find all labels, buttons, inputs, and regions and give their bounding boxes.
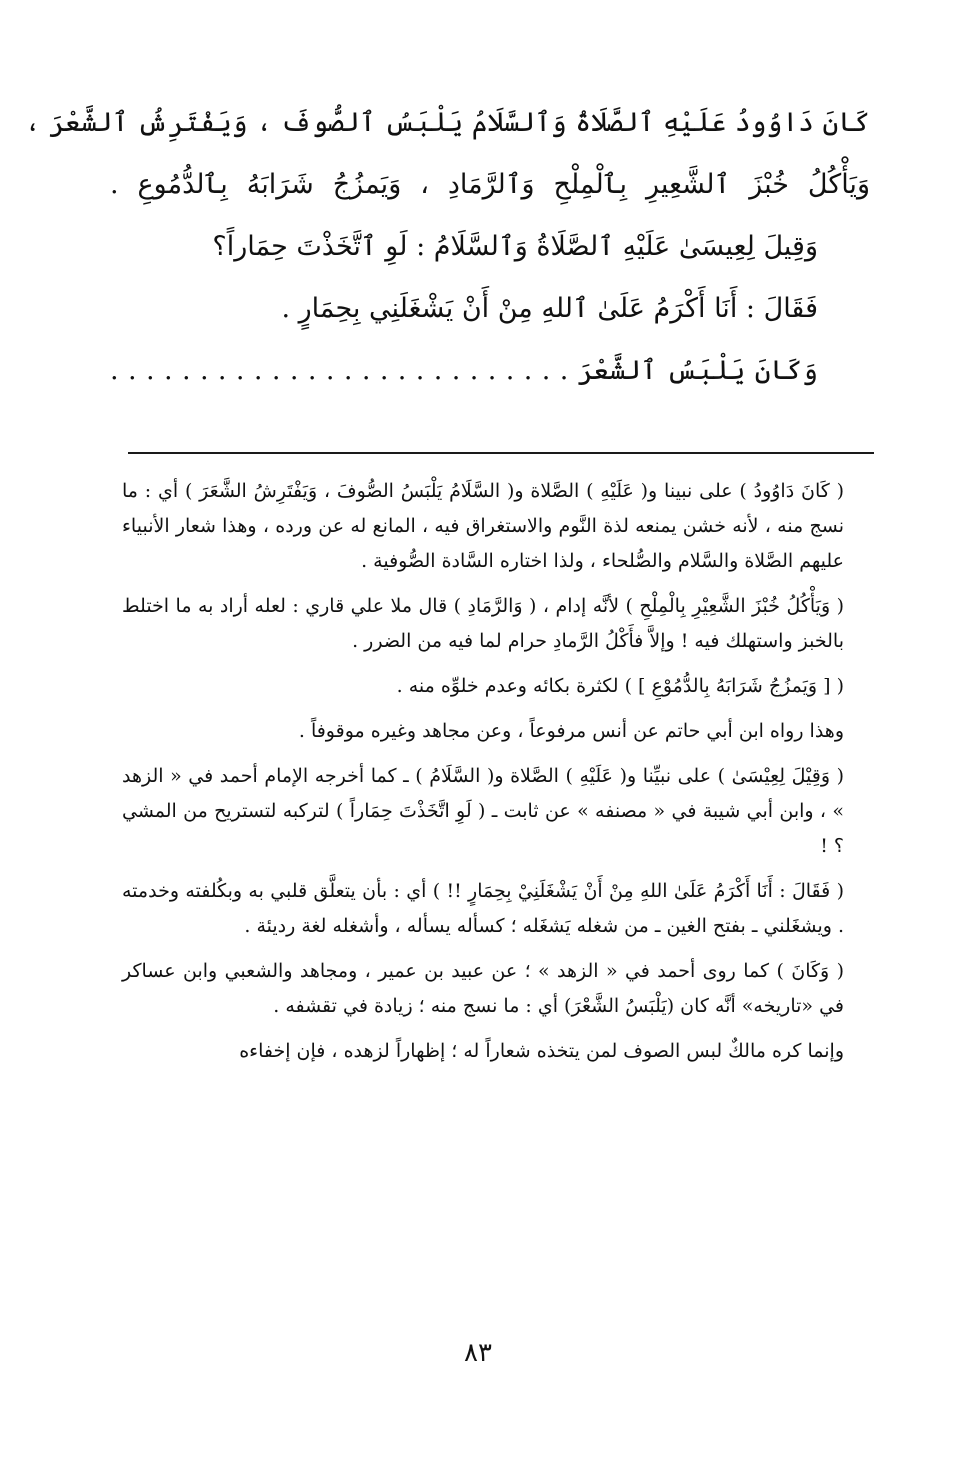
- commentary-block: [122, 474, 870, 1079]
- commentary-paragraph: ( فَقَالَ : أَنَا أَكْرَمُ عَلَىٰ اللهِ مِنْ أَنْ يَشْغَلَنِيْ بِحِمَارٍ !! ) أي : بأن يتعلَّق قلبي به وبكُلفته وخدمته . ويشغَلني ـ بفتح الغين ـ من شغله يَشغَله ؛ كسأله يسأله ، وأشغله لغة رديئة .: [122, 880, 844, 937]
- main-text-line: فَقَالَ : أَنَا أَكْرَمُ عَلَىٰ ٱللهِ مِنْ أَنْ يَشْغَلَنِي بِحِمَارٍ .: [281, 293, 818, 324]
- commentary-paragraph: ( وَيَأْكُلُ خُبْزَ الشَّعِيْرِ بِالْمِلْحِ ) لأنَّه إدام ، ( وَالرَّمَادِ ) قال ملا علي قاري : لعله أراد به ما اختلط بالخبز واستهلك فيه ! وإلاَّ فأَكْلُ الرَّمادِ حرام لما فيه من الضرر .: [122, 595, 844, 652]
- footnote-divider: [128, 452, 874, 454]
- commentary-paragraph: وهذا رواه ابن أبي حاتم عن أنس مرفوعاً ، وعن مجاهد وغيره موقوفاً .: [298, 720, 844, 742]
- commentary-paragraph: ( [ وَيَمزُجُ شَرَابَهُ بِالدُّمُوْعِ ] ) لكثرة بكائه وعدم خلوِّه منه .: [396, 675, 844, 697]
- main-text-block: [24, 92, 870, 402]
- commentary-paragraph: ( وَكَانَ ) كما روى أحمد في « الزهد » ؛ عن عبيد بن عمير ، ومجاهد والشعبي وابن عساكر في «تاريخه» أنَّه كان (يَلْبَسُ الشَّعْرَ) أي : ما نسج منه ؛ زيادة في تقشفه .: [122, 960, 844, 1017]
- main-text-line: وَيَأْكُلُ خُبْزَ ٱلشَّعِيرِ بِٱلْمِلْحِ وَٱلرَّمَادِ ، وَيَمزُجُ شَرَابَهُ بِٱلدُّمُوعِ .: [110, 169, 870, 200]
- commentary-paragraph: وإنما كره مالكٌ لبس الصوف لمن يتخذه شعاراً له ؛ إظهاراً لزهده ، فإن إخفاءه: [239, 1040, 844, 1062]
- page-number: ٨٣: [464, 1338, 492, 1368]
- main-text-line: وَقِيلَ لِعِيسَىٰ عَلَيْهِ ٱلصَّلَاةُ وَٱلسَّلَامُ : لَوِ ٱتَّخَذْتَ حِمَاراً؟: [212, 231, 818, 262]
- main-text-line: كَانَ دَاوُودُ عَلَيْهِ ٱلصَّلَاةُ وَٱلسَّلَامُ يَلْبَسُ ٱلصُّوفَ ، وَيَفْتَرِشُ ٱلشَّعْرَ ،: [24, 107, 870, 138]
- main-text-line: وَكَانَ يَلْبَسُ ٱلشَّعْرَ . . . . . . . . . . . . . . . . . . . . . . . . . .: [110, 355, 818, 386]
- commentary-paragraph: ( كَانَ دَاوُودُ ) على نبينا و( عَلَيْهِ ) الصَّلاة و( السَّلَامُ يَلْبَسُ الصُّوفَ ، وَيَفْتَرِشُ الشَّعَرَ ) أي : ما نسج منه ، لأنه خشن يمنعه لذة النَّوم والاستغراق فيه ، المانع له عن ورده ، وهذا شعار الأنبياء عليهم الصَّلاة والسَّلام والصُّلحاء ، ولذا اختاره السَّادة الصُّوفية .: [122, 480, 844, 572]
- commentary-paragraph: ( وَقِيْلَ لِعِيْسَىٰ ) على نبيِّنا و( عَلَيْهِ ) الصَّلاة و( السَّلَامُ ) ـ كما أخرجه الإمام أحمد في « الزهد » ، وابن أبي شيبة في « مصنفه » عن ثابت ـ ( لَوِ اتَّخَذْتَ حِمَاراً ) لتركبه لتستريح من المشي ؟ !: [122, 765, 844, 857]
